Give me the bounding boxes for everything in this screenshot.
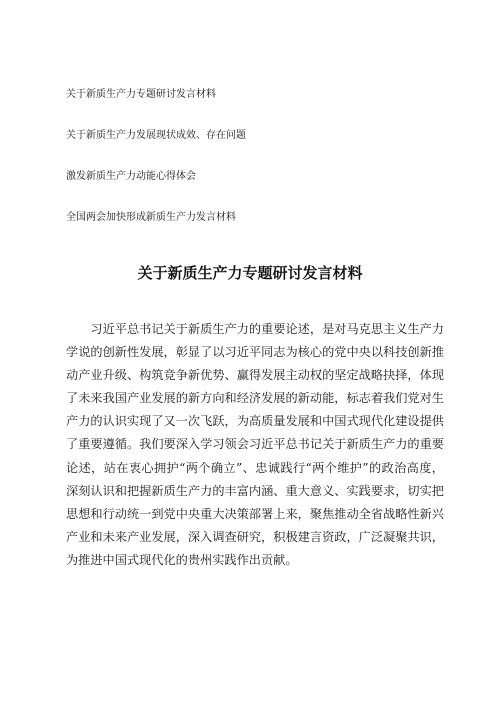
toc-item: 全国两会加快形成新质生产力发言材料 (66, 212, 236, 223)
table-of-contents (66, 88, 446, 252)
toc-item: 关于新质生产力专题研讨发言材料 (66, 89, 216, 100)
toc-item: 激发新质生产力动能心得体会 (66, 171, 196, 182)
article-paragraph: 习近平总书记关于新质生产力的重要论述，是对马克思主义生产力学说的创新性发展，彰显了以习近平同志为核心的党中央以科技创新推动产业升级、构筑竞争新优势、赢得发展主动权的坚定战略抉择，体现了未来我国产业发展的新方向和经济发展的新动能，标志着我们党对生产力的认识实现了又一次飞跃，为高质量发展和中国式现代化建设提供了重要遵循。我们要深入学习领会习近平总书记关于新质生产力的重要论述，站在衷心拥护“两个确立”、忠诚践行“两个维护”的政治高度，深刻认识和把握新质生产力的丰富内涵、重大意义、实践要求，切实把思想和行动统一到党中央重大决策部署上来，聚焦推动全省战略性新兴产业和未来产业发展，深入调查研究，积极建言资政，广泛凝聚共识，为推进中国式现代化的贵州实践作出贡献。 (66, 322, 444, 567)
article-title: 关于新质生产力专题研讨发言材料 (137, 264, 363, 282)
toc-item: 关于新质生产力发展现状成效、存在问题 (66, 130, 246, 141)
